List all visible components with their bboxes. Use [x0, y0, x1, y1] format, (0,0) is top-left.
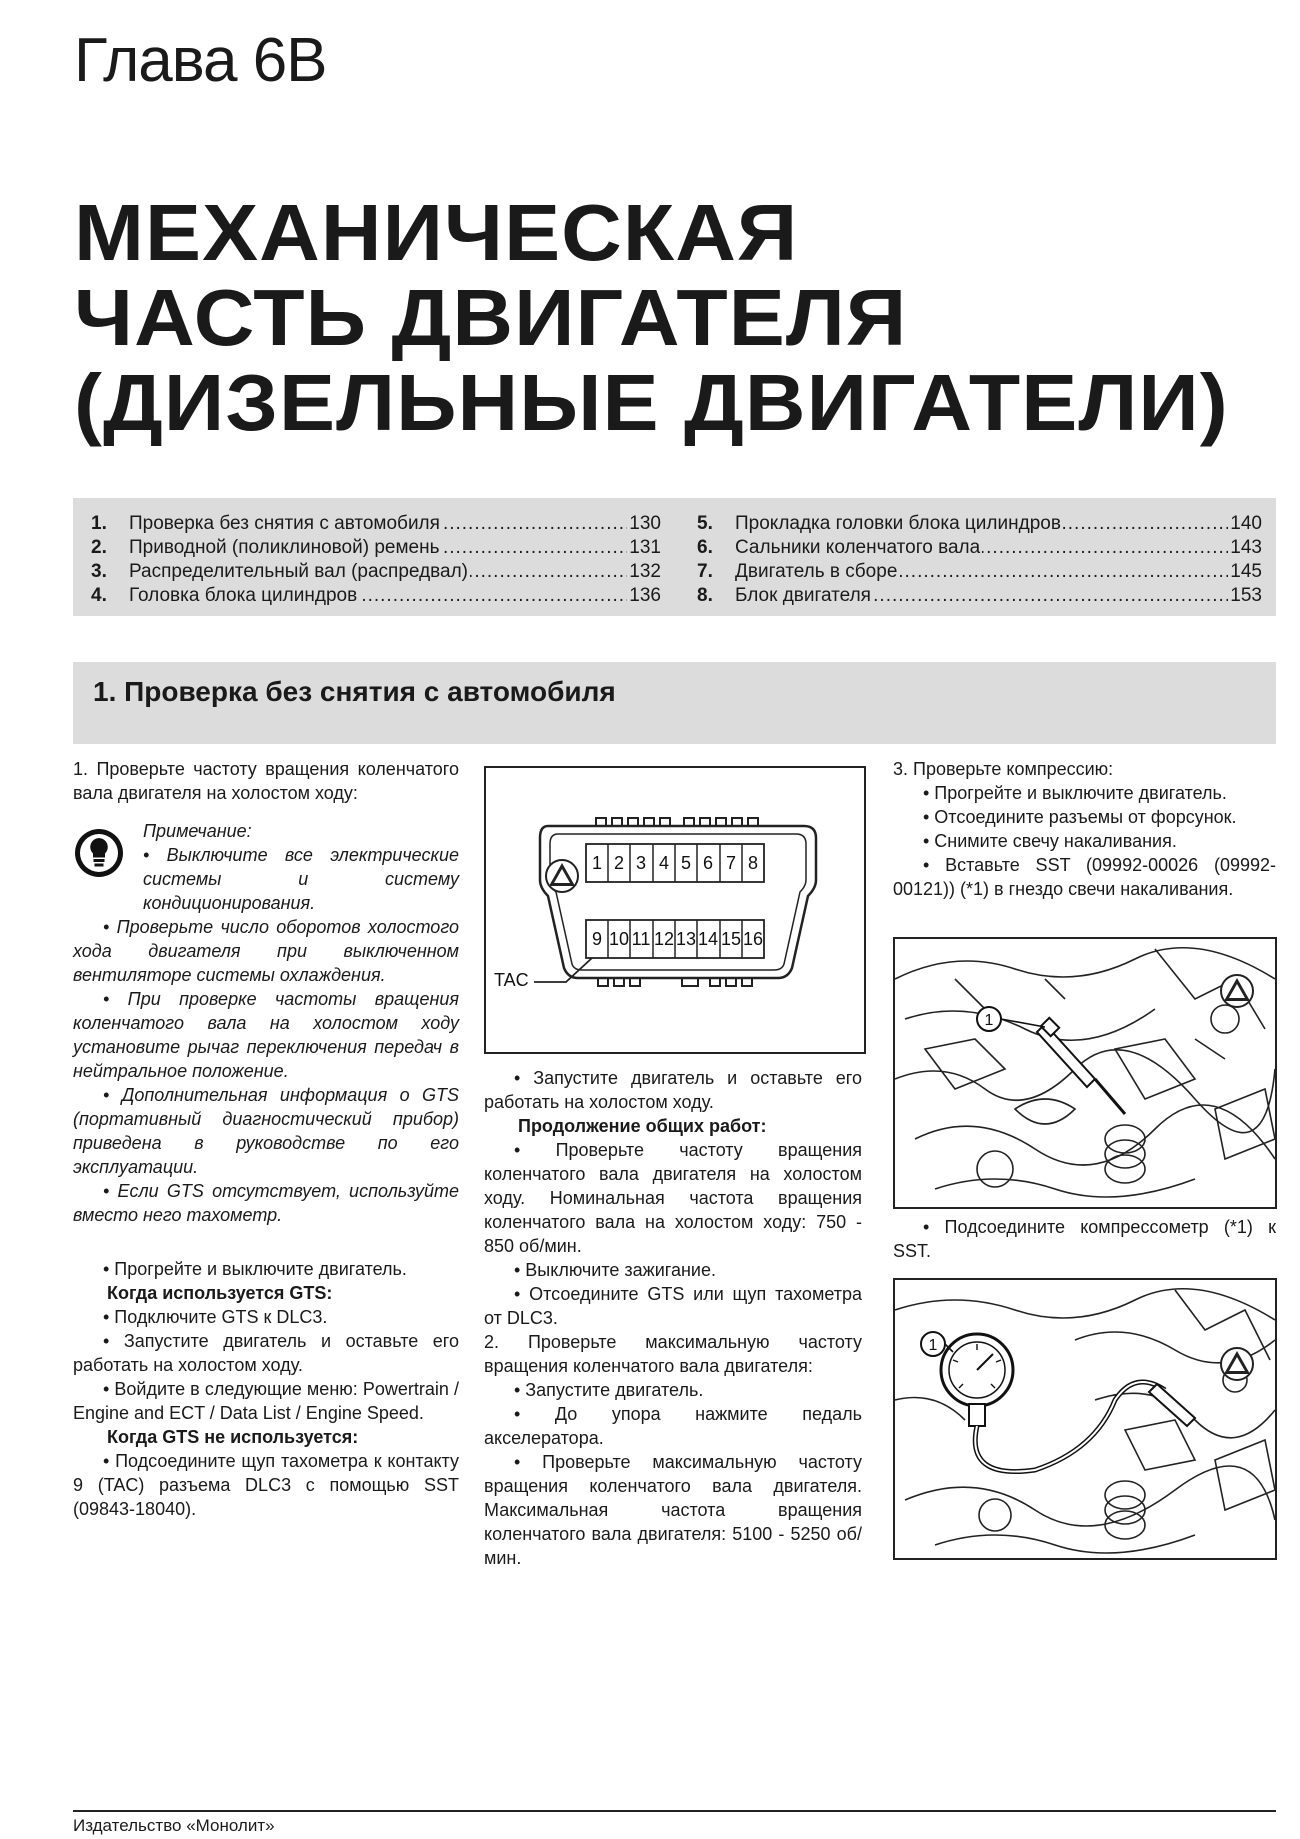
note-label: Примечание: — [143, 821, 252, 841]
step-text: • Войдите в следующие меню: Powertrain / Engine and ECT / Data List / Engine Speed. — [73, 1379, 459, 1423]
pin-label: 7 — [725, 853, 737, 873]
note-item: • Выключите все электрические системы и систему кондиционирования. — [143, 845, 459, 913]
title-line: (ДИЗЕЛЬНЫЕ ДВИГАТЕЛИ) — [74, 358, 1229, 447]
pin-label: 3 — [635, 853, 647, 873]
chapter-heading: Глава 6В — [74, 26, 327, 95]
step-text: • Подсоедините щуп тахометра к контакту 9 (TAC) разъема DLC3 с помощью SST (09843-18040). — [73, 1451, 459, 1519]
text-column-2 — [484, 1066, 862, 1570]
title-line: ЧАСТЬ ДВИГАТЕЛЯ — [74, 273, 908, 362]
toc-item[interactable]: 3. Распределительный вал (распредвал) ..... 132 — [91, 560, 661, 584]
step-text: • Отсоедините GTS или щуп тахометра от DLC3. — [484, 1284, 862, 1328]
subheading: Когда используется GTS: — [107, 1283, 333, 1303]
pin-label: 6 — [702, 853, 714, 873]
tac-label: TAC — [494, 970, 529, 990]
caption-block — [893, 1215, 1276, 1263]
pin-label: 5 — [680, 853, 692, 873]
pin-label: 12 — [653, 929, 675, 949]
step-text: • Снимите свечу накаливания. — [923, 831, 1177, 851]
pin-label: 9 — [591, 929, 603, 949]
step-text: • До упора нажмите педаль акселератора. — [484, 1404, 862, 1448]
warning-triangle-icon — [1221, 1348, 1253, 1380]
glow-plug-sst-figure — [893, 937, 1277, 1209]
note-item: • Если GTS отсутствует, используйте вместо него тахометр. — [73, 1181, 459, 1225]
pin-label: 1 — [591, 853, 603, 873]
step-text: • Прогрейте и выключите двигатель. — [103, 1259, 407, 1279]
note-item: • При проверке частоты вращения коленчатого вала на холостом ходу установите рычаг переключения передач в нейтральное положение. — [73, 989, 459, 1081]
pin-label: 13 — [675, 929, 697, 949]
warning-triangle-icon — [546, 860, 578, 892]
toc-item[interactable]: 7. Двигатель в сборе ..... 145 — [697, 560, 1262, 584]
footer-divider — [73, 1810, 1276, 1812]
step-2: 2. Проверьте максимальную частоту вращения коленчатого вала двигателя: — [484, 1332, 862, 1376]
toc-left-column — [91, 512, 661, 608]
lightbulb-icon — [73, 827, 125, 879]
text-column-1 — [73, 757, 459, 1521]
note-item: • Проверьте число оборотов холостого хода двигателя при выключенном вентиляторе системы охлаждения. — [73, 917, 459, 985]
toc-item[interactable]: 8. Блок двигателя ..... 153 — [697, 584, 1262, 608]
pin-label: 10 — [608, 929, 630, 949]
dlc3-connector-figure — [484, 766, 866, 1054]
publisher-footer: Издательство «Монолит» — [73, 1816, 275, 1835]
step-text: • Отсоедините разъемы от форсунок. — [923, 807, 1237, 827]
step-1: 1. Проверьте частоту вращения коленчатого вала двигателя на холостом ходу: — [73, 759, 459, 803]
toc-item[interactable]: 1. Проверка без снятия с автомобиля ..... 130 — [91, 512, 661, 536]
section-title: 1. Проверка без снятия с автомобиля — [93, 676, 616, 707]
text-column-3 — [893, 757, 1276, 901]
toc-item[interactable]: 2. Приводной (поликлиновой) ремень ..... 131 — [91, 536, 661, 560]
pin-label: 15 — [720, 929, 742, 949]
table-of-contents — [73, 498, 1276, 616]
pin-label: 14 — [697, 929, 719, 949]
chapter-title — [74, 190, 1300, 445]
subheading: Когда GTS не используется: — [107, 1427, 359, 1447]
toc-item[interactable]: 5. Прокладка головки блока цилиндров ..... 140 — [697, 512, 1262, 536]
toc-item[interactable]: 4. Головка блока цилиндров ..... 136 — [91, 584, 661, 608]
subheading: Продолжение общих работ: — [518, 1116, 767, 1136]
step-text: • Подсоедините компрессометр (*1) к SST. — [893, 1217, 1276, 1261]
toc-right-column — [697, 512, 1262, 608]
pin-label: 8 — [747, 853, 759, 873]
title-line: МЕХАНИЧЕСКАЯ — [74, 188, 799, 277]
step-text: • Выключите зажигание. — [514, 1260, 716, 1280]
compressometer-figure — [893, 1278, 1277, 1560]
step-text: • Подключите GTS к DLC3. — [103, 1307, 328, 1327]
callout-label: 1 — [984, 1012, 994, 1029]
step-text: • Проверьте частоту вращения коленчатого вала двигателя на холостом ходу. Номинальная частота вращения коленчатого вала на холостом ходу: 750 - 850 об/мин. — [484, 1140, 862, 1256]
note-block — [73, 819, 459, 1227]
step-text: • Проверьте максимальную частоту вращения коленчатого вала двигателя. Максимальная частота вращения коленчатого вала двигателя: 5100 - 5250 об/мин. — [484, 1452, 862, 1568]
step-text: • Запустите двигатель и оставьте его работать на холостом ходу. — [73, 1331, 459, 1375]
step-text: • Запустите двигатель. — [514, 1380, 704, 1400]
pin-label: 2 — [613, 853, 625, 873]
step-text: • Запустите двигатель и оставьте его работать на холостом ходу. — [484, 1068, 862, 1112]
step-3: 3. Проверьте компрессию: — [893, 759, 1114, 779]
pin-label: 11 — [631, 929, 651, 949]
callout-label: 1 — [928, 1337, 938, 1354]
toc-item[interactable]: 6. Сальники коленчатого вала ..... 143 — [697, 536, 1262, 560]
warning-triangle-icon — [1221, 975, 1253, 1007]
step-text: • Прогрейте и выключите двигатель. — [923, 783, 1227, 803]
step-text: • Вставьте SST (09992-00026 (09992-00121)) (*1) в гнездо свечи накаливания. — [893, 855, 1276, 899]
pin-label: 4 — [658, 853, 670, 873]
pin-label: 16 — [742, 929, 764, 949]
note-item: • Дополнительная информация о GTS (портативный диагностический прибор) приведена в руководстве по его эксплуатации. — [73, 1085, 459, 1177]
